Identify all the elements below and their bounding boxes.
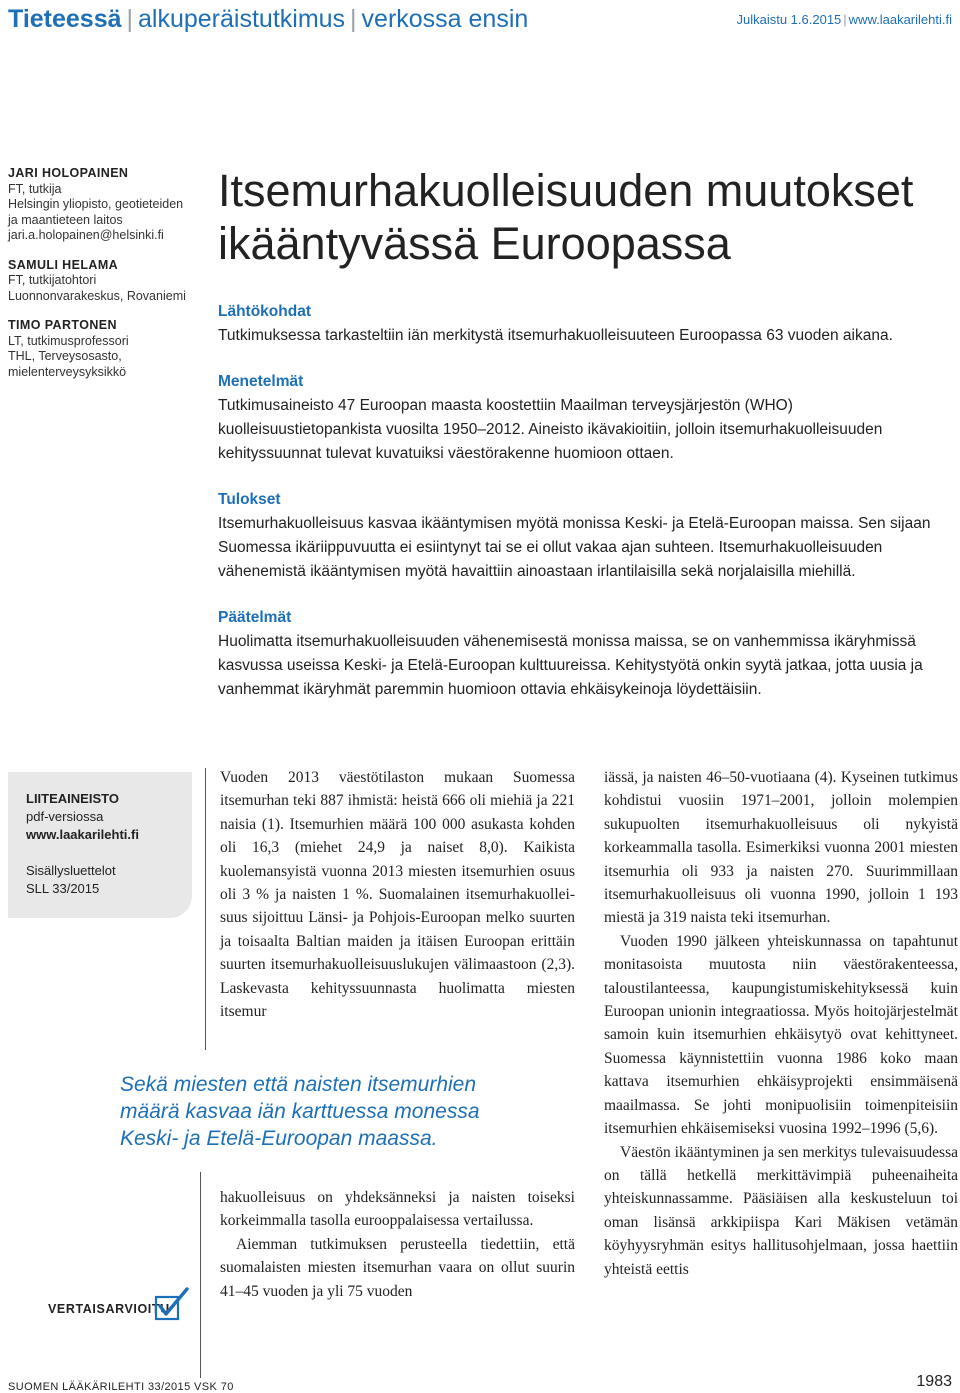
abstract-heading: Menetelmät — [218, 373, 304, 390]
section-subtitle-1: alkuperäistutkimus — [138, 5, 346, 33]
author-affiliation: mielenterveysyksikkö — [8, 364, 127, 379]
divider: | — [350, 5, 357, 33]
divider: | — [126, 5, 134, 33]
abstract-text: Huolimatta itsemurhakuolleisuuden vähenemisestä monissa maissa, se on vanhemmissa ikäryhmissä kasvussa useissa Keski- ja Etelä-Euroopan kulttuureissa. Kehitystyötä onkin syytä jatkaa, jotta uusia ja vanhemmat ikäryhmät paremmin huomioon ottavia ehkäisykeinoja löydettäisiin. — [218, 633, 923, 698]
pdf-note: pdf-versiossa — [26, 809, 104, 824]
pull-quote — [120, 1071, 540, 1152]
divider: | — [843, 12, 847, 27]
issue-label: SLL 33/2015 — [26, 881, 100, 896]
author-affiliation: ja maantieteen laitos — [8, 212, 123, 227]
body-paragraph: Vuoden 2013 väestötilaston mukaan Suomessa itsemurhan teki 887 ihmistä: heistä 666 oli miehiä ja 221 naisia (1). Itsemurhien määrä 100 000 asukasta kohden oli 16,3 (miehet 24,9 ja naiset 8,0). Kaikista kuolemansyistä vuonna 2013 miesten itsemurhien osuus oli 3 % ja naisten 1 %. Suomalainen itsemurhakuolleisuus sijoittuu Länsi- ja Pohjois-Euroopan melko suurten ja toisaalta Baltian maiden ja itäisen Euroopan erittäin suurten itsemurhakuolleisuuslukujen välimaastoon (2,3). Laskevasta kehityssuunnasta huolimatta miesten itsemur — [220, 769, 575, 1021]
author-title: FT, tutkijatohtori — [8, 273, 97, 287]
body-column-2 — [604, 766, 958, 1281]
peer-review-label: VERTAISARVIOITU — [48, 1302, 170, 1316]
body-paragraph: Vuoden 1990 jälkeen yhteiskunnassa on tapahtunut monitasoista muutosta niin väestörakenteessa, taloustilanteessa, kaupungistumiskehityksessä kuin Euroopan unionin integraatiossa. Myös hoitojärjestelmät samoin kuin itsemurhien ehkäisytyö ovat kehittyneet. Suomessa käynnistettiin vuonna 1986 koko maan kattava itsemurhien ehkäisyprojekti ensimmäisenä maailmassa. Se johti monipuolisiin toimenpiteisiin itsemurhien ehkäisemiseksi vuosina 1992–1996 (5,6). — [604, 932, 958, 1138]
article-title-line: Itsemurhakuolleisuuden muutokset — [218, 165, 914, 216]
column-divider — [205, 768, 206, 1050]
author-helama — [8, 258, 198, 305]
author-affiliation: Luonnonvarakeskus, Rovaniemi — [8, 288, 186, 303]
site-link[interactable]: www.laakarilehti.fi — [26, 827, 139, 842]
abstract — [218, 300, 953, 724]
body-column-1-top — [220, 766, 575, 1023]
author-affiliation: Helsingin yliopisto, geotieteiden — [8, 197, 184, 211]
page-number: 1983 — [916, 1373, 952, 1390]
body-paragraph: Aiemman tutkimuksen perusteella tiedettiin, että suomalaisten miesten itsemurhan vaara on ollut suurin 41–45 vuoden ja yli 75 vuoden — [220, 1235, 575, 1300]
abstract-section-conclusions — [218, 606, 953, 702]
abstract-text: Tutkimuksessa tarkasteltiin iän merkitystä itsemurhakuolleisuuteen Euroopassa 63 vuoden aikana. — [218, 327, 893, 344]
pull-quote-line: Sekä miesten että naisten itsemurhien — [120, 1073, 477, 1096]
supplementary-info-box — [8, 772, 192, 918]
published-date: Julkaistu 1.6.2015 — [736, 12, 842, 27]
author-partonen — [8, 318, 198, 380]
author-name: TIMO PARTONEN — [8, 318, 117, 332]
checkmark-icon — [154, 1287, 190, 1321]
abstract-text: Itsemurhakuolleisuus kasvaa ikääntymisen myötä monissa Keski- ja Etelä-Euroopan maissa. Sen sijaan Suomessa ikäriippuvuutta ei esiintynyt tai se ei ollut vakaa ajan suhteen. Itsemurhakuolleisuuden vähenemistä ikääntymisen myötä havaittiin ainoastaan irlantilaisilla sekä norjalaisilla miehillä. — [218, 515, 931, 580]
publication-info — [736, 12, 952, 27]
pull-quote-line: Keski- ja Etelä-Euroopan maassa. — [120, 1127, 438, 1150]
article-title-line: ikääntyvässä Euroopassa — [218, 218, 731, 269]
section-subtitle-2: verkossa ensin — [361, 5, 529, 33]
abstract-section-background — [218, 300, 953, 348]
body-paragraph: Väestön ikääntyminen ja sen merkitys tulevaisuudessa on tällä hetkellä merkittävimpiä puheenaiheita yhteiskunnassamme. Pääsiäisen alla keskusteluun toi oman lisänsä arkkipiispa Kari Mäkisen vetämän köyhyysryhmän esitys hallitusohjelmaan, jossa haettiin yhteistä eettis — [604, 1143, 958, 1278]
body-paragraph: iässä, ja naisten 46–50-vuotiaana (4). Kyseinen tutkimus kohdistui vuosiin 1971–2001, jolloin molempien sukupuolten itsemurhakuolleisuus oli nykyistä korkeammalla tasolla. Esimerkiksi vuonna 2001 miesten itsemurhia oli 933 ja naisten 270. Suurimmillaan itsemurhakuolleisuus oli vuonna 1990, jolloin 1 193 miestä ja 319 naista teki itsemurhan. — [604, 769, 958, 927]
article-title — [218, 164, 938, 270]
author-email[interactable]: jari.a.holopainen@helsinki.fi — [8, 228, 164, 242]
abstract-heading: Lähtökohdat — [218, 303, 311, 320]
literature-label: LIITEAINEISTO — [26, 791, 119, 806]
author-name: SAMULI HELAMA — [8, 257, 119, 272]
abstract-text: Tutkimusaineisto 47 Euroopan maasta koostettiin Maailman terveysjärjestön (WHO) kuolleisuustietopankista vuosilta 1950–2012. Aineisto ikävakioitiin, jolloin itsemurhakuolleisuuden kehityssuunnat tulevat kuvatuiksi väestörakenne huomioon ottaen. — [218, 397, 883, 462]
journal-footer: SUOMEN LÄÄKÄRILEHTI 33/2015 VSK 70 — [8, 1381, 234, 1393]
author-title: FT, tutkija — [8, 181, 62, 196]
column-divider — [200, 1172, 201, 1378]
page-header — [8, 4, 528, 34]
author-affiliation: THL, Terveysosasto, — [8, 349, 122, 363]
abstract-heading: Tulokset — [218, 491, 281, 508]
author-list — [8, 166, 198, 394]
toc-label: Sisällysluettelot — [26, 863, 116, 878]
author-name: JARI HOLOPAINEN — [8, 166, 129, 180]
body-paragraph: hakuolleisuus on yhdeksänneksi ja naisten toiseksi korkeimmalla tasolla eurooppalaisessa vertailussa. — [220, 1189, 575, 1230]
abstract-heading: Päätelmät — [218, 609, 292, 626]
pull-quote-line: määrä kasvaa iän karttuessa monessa — [120, 1100, 480, 1123]
author-title: LT, tutkimusprofessori — [8, 333, 129, 348]
abstract-section-methods — [218, 370, 953, 466]
abstract-section-results — [218, 488, 953, 584]
site-link[interactable]: www.laakarilehti.fi — [848, 12, 952, 27]
section-brand: Tieteessä — [8, 5, 122, 33]
body-column-1-bottom — [220, 1186, 575, 1303]
author-holopainen — [8, 166, 198, 244]
